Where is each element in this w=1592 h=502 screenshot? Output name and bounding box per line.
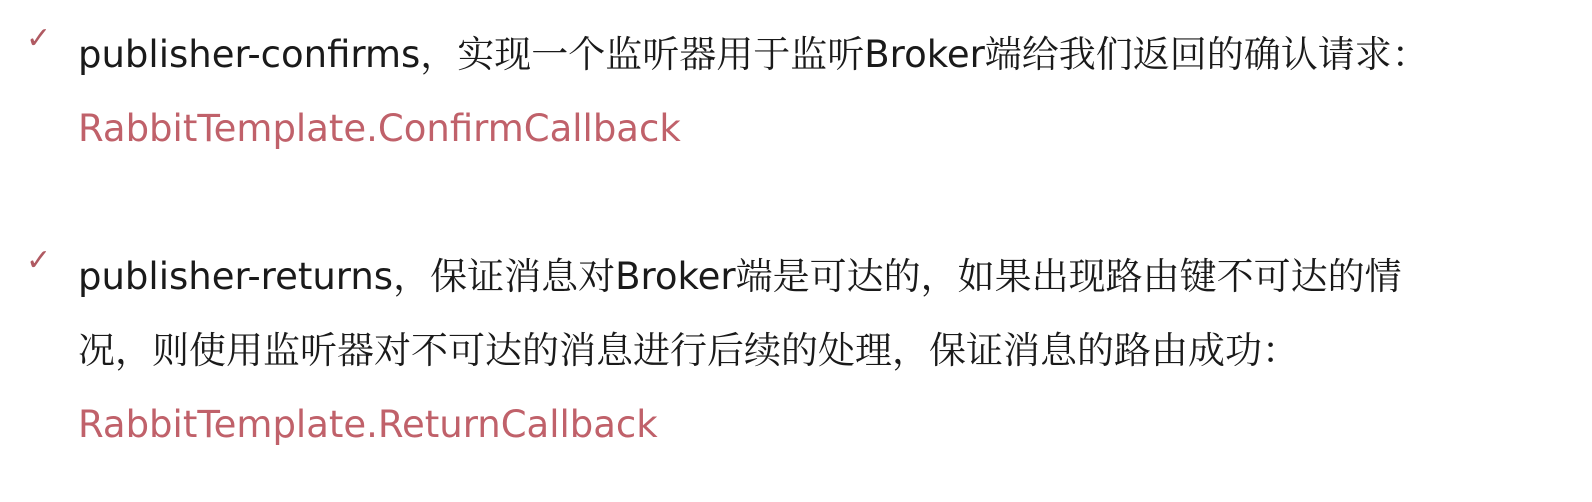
bullet-text <box>78 240 1538 462</box>
bullet-line: 况，则使用监听器对不可达的消息进行后续的处理，保证消息的路由成功： <box>78 329 1299 372</box>
bullet-line: publisher-confirms，实现一个监听器用于监听Broker端给我们返回的确认请求： <box>78 33 1429 76</box>
check-icon: ✓ <box>26 243 52 278</box>
callback-name: RabbitTemplate.ConfirmCallback <box>78 107 681 150</box>
bullet-text <box>78 18 1538 166</box>
check-icon: ✓ <box>26 21 52 56</box>
callback-name: RabbitTemplate.ReturnCallback <box>78 403 658 446</box>
bullet-line: publisher-returns，保证消息对Broker端是可达的，如果出现路由键不可达的情 <box>78 255 1402 298</box>
